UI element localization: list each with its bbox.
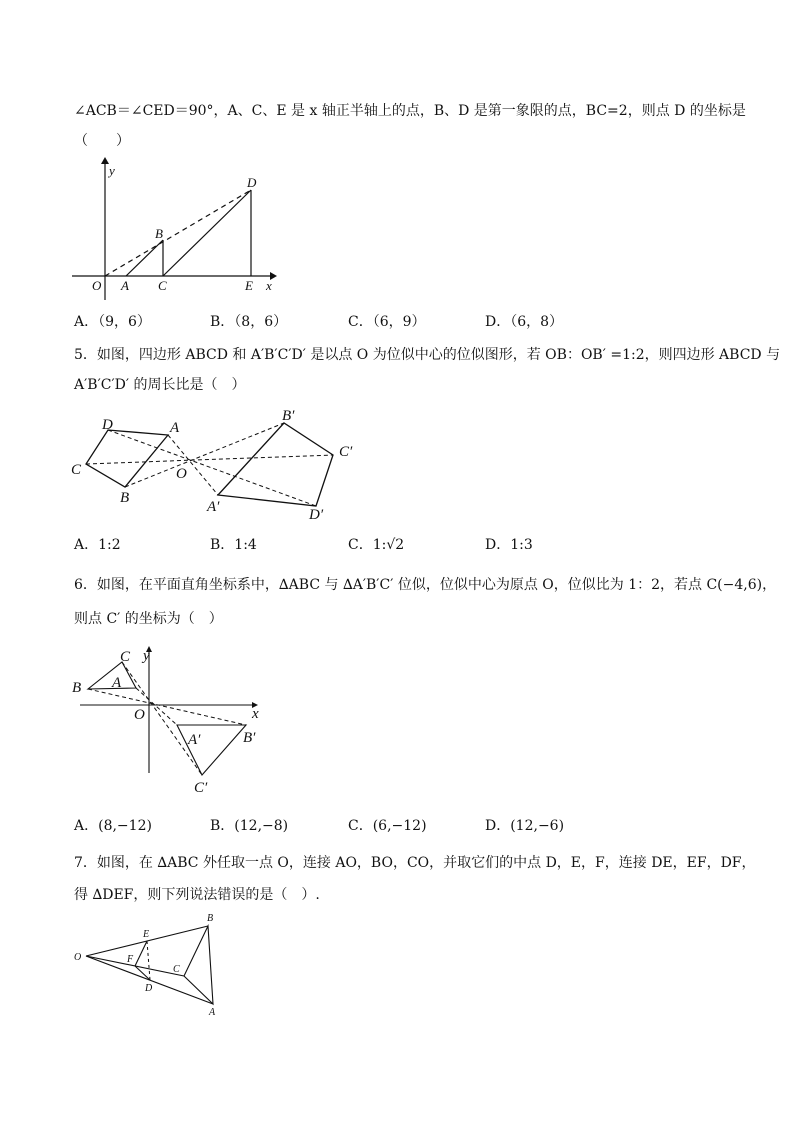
label-B: B — [72, 680, 82, 696]
q4-stem-line1: ∠ACB＝∠CED＝90°，A、C、E 是 x 轴正半轴上的点，B、D 是第一象限的点，BC=2，则点 D 的坐标是 — [74, 103, 746, 119]
q5-option-c[interactable]: C．1:√2 — [348, 537, 405, 553]
q5-option-d[interactable]: D．1:3 — [485, 537, 533, 553]
label-A: A — [112, 675, 122, 691]
label-F: F — [127, 954, 134, 965]
q4-option-b[interactable]: B．（8，6） — [210, 314, 288, 330]
q6-option-b[interactable]: B．(12,−8) — [210, 818, 289, 834]
label-B: B — [120, 490, 130, 506]
label-A2: A′ — [207, 499, 220, 515]
segment-EF — [135, 941, 147, 966]
q7-stem-line2: 得 ∆DEF，则下列说法错误的是（ ）. — [74, 887, 320, 903]
q6-stem-line2: 则点 C′ 的坐标为（ ） — [74, 611, 223, 627]
label-A: A — [209, 1007, 216, 1018]
q4-stem-line2: （ ） — [74, 133, 130, 149]
label-A: A — [170, 420, 180, 436]
label-D: D — [145, 983, 153, 994]
label-A2: A′ — [188, 732, 201, 748]
label-B: B — [207, 913, 214, 924]
q7-stem-line1: 7．如图，在 ∆ABC 外任取一点 O，连接 AO，BO，CO，并取它们的中点 D，E，F，连接 DE，EF，DF， — [74, 855, 756, 871]
q6-option-c[interactable]: C．(6,−12) — [348, 818, 427, 834]
dashed-ED — [147, 941, 150, 980]
label-C: C — [158, 278, 167, 293]
label-O: O — [92, 278, 102, 293]
label-x: x — [252, 706, 259, 722]
label-C: C — [173, 964, 180, 975]
q5-stem-line2: A′B′C′D′ 的周长比是（ ） — [74, 377, 246, 393]
label-C2: C′ — [339, 444, 353, 460]
q5-option-b[interactable]: B．1:4 — [210, 537, 257, 553]
label-E: E — [245, 278, 253, 293]
q5-option-a[interactable]: A．1:2 — [74, 537, 121, 553]
label-A: A — [121, 278, 129, 293]
q6-option-d[interactable]: D．(12,−6) — [485, 818, 565, 834]
label-y: y — [109, 163, 115, 178]
label-O: O — [134, 707, 145, 723]
q4-option-d[interactable]: D．（6，8） — [485, 314, 564, 330]
label-E: E — [143, 929, 150, 940]
q4-option-a[interactable]: A．（9，6） — [74, 314, 151, 330]
label-B2: B′ — [282, 408, 295, 424]
triangle-ABC — [184, 926, 213, 1004]
label-y: y — [143, 648, 150, 664]
q6-stem-line1: 6．如图，在平面直角坐标系中，∆ABC 与 ∆A′B′C′ 位似，位似中心为原点 O，位似比为 1：2，若点 C(−4,6)， — [74, 577, 777, 593]
q4-option-c[interactable]: C．（6，9） — [348, 314, 426, 330]
label-O: O — [176, 466, 187, 482]
q6-option-a[interactable]: A．(8,−12) — [74, 818, 152, 834]
label-C: C — [120, 649, 131, 665]
label-D: D — [102, 417, 113, 433]
label-B2: B′ — [243, 730, 256, 746]
label-D: D — [247, 175, 257, 190]
label-x: x — [266, 278, 272, 293]
label-C2: C′ — [194, 780, 208, 796]
q5-stem-line1: 5．如图，四边形 ABCD 和 A′B′C′D′ 是以点 O 为位似中心的位似图形，若 OB：OB′ =1:2，则四边形 ABCD 与 — [74, 347, 781, 363]
label-D2: D′ — [309, 507, 324, 523]
label-B: B — [155, 226, 163, 241]
label-O: O — [74, 952, 82, 963]
label-C: C — [71, 462, 82, 478]
